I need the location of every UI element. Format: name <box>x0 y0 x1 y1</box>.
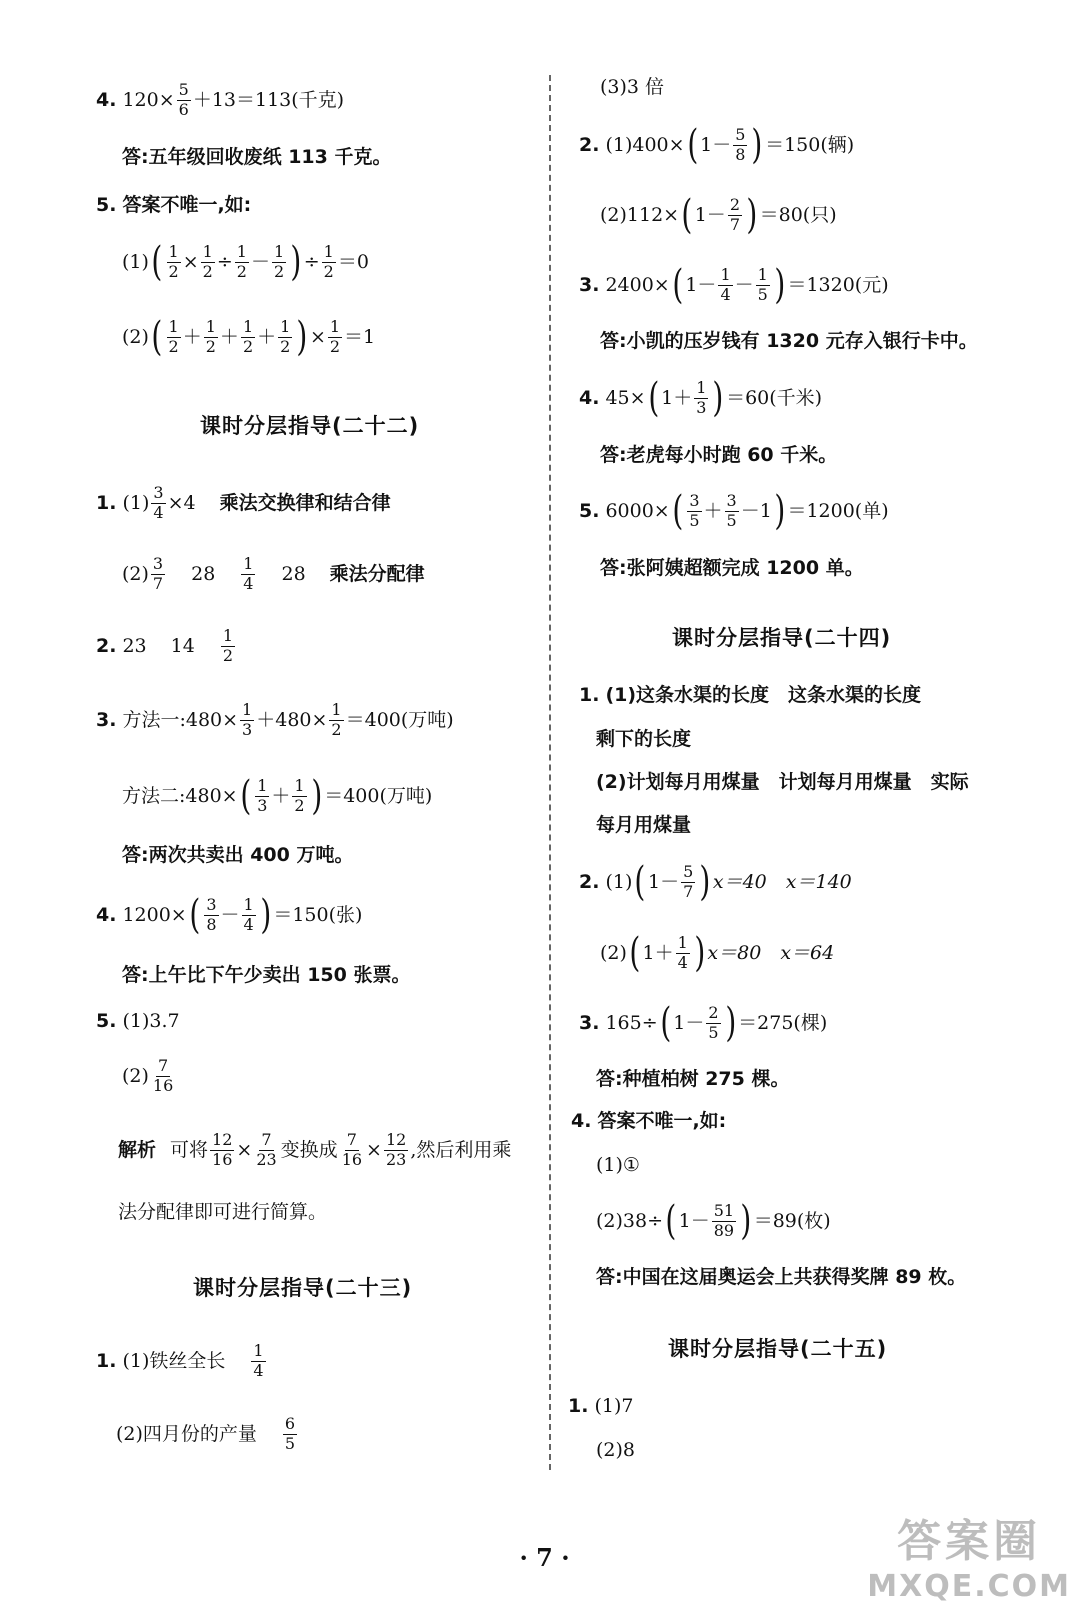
fraction <box>706 1002 720 1042</box>
s24-q3 <box>579 1000 828 1046</box>
fraction <box>240 702 254 739</box>
denominator: 6 <box>178 99 189 119</box>
denominator: 2 <box>294 795 305 815</box>
denominator: 16 <box>212 1149 233 1169</box>
answer-line: 答:小凯的压岁钱有 1320 元存入银行卡中。 <box>600 330 978 352</box>
left-paren: ( <box>239 773 251 819</box>
text: ＝150(辆) <box>765 133 855 156</box>
text: 乘法交换律和结合律 <box>219 491 391 514</box>
s22-q1-1 <box>96 485 391 522</box>
question-number: 3. <box>579 273 600 296</box>
section-heading: 课时分层指导(二十三) <box>193 1276 413 1300</box>
section-heading: 课时分层指导(二十五) <box>668 1337 888 1361</box>
question-number: 5. <box>579 499 600 522</box>
numerator: 5 <box>178 80 189 99</box>
text: 1＋ <box>661 386 693 409</box>
text: (1)这条水渠的长度 这条水渠的长度 <box>605 684 922 706</box>
fraction <box>254 1132 278 1169</box>
numerator: 1 <box>696 377 707 397</box>
s24-q2-2 <box>600 930 835 976</box>
denominator: 7 <box>729 214 740 234</box>
answer-line: 答:五年级回收废纸 113 千克。 <box>122 146 392 168</box>
right-paren: ) <box>724 1000 736 1046</box>
watermark-text: 答案圈 <box>897 1516 1042 1567</box>
text: (2)38÷ <box>596 1209 664 1232</box>
question-number: 3. <box>96 708 117 731</box>
denominator: 16 <box>341 1149 363 1169</box>
answer-line: 答:老虎每小时跑 60 千米。 <box>600 444 838 466</box>
left-paren: ( <box>672 262 684 308</box>
fraction <box>177 82 191 119</box>
question-number: 5. <box>96 194 117 216</box>
text: 2400× <box>605 273 670 296</box>
denominator: 4 <box>243 573 254 593</box>
s24-q2-1 <box>579 859 852 905</box>
text: ＋13＝113(千克) <box>192 88 345 111</box>
section-heading: 课时分层指导(二十四) <box>672 626 892 650</box>
s22-q2 <box>96 628 237 665</box>
r-q5 <box>579 488 889 534</box>
denominator: 2 <box>273 261 285 281</box>
text: ＝275(棵) <box>738 1011 828 1034</box>
text: (2) <box>600 941 627 964</box>
s22-q3-method2 <box>122 773 433 819</box>
fraction <box>384 1132 408 1169</box>
fraction <box>283 1416 297 1453</box>
right-paren: ) <box>746 192 758 238</box>
q5-2-equation <box>122 314 376 360</box>
right-paren: ) <box>751 122 763 168</box>
numerator: 1 <box>257 775 268 795</box>
text: (1)7 <box>594 1395 634 1417</box>
numerator: 12 <box>212 1130 233 1149</box>
numerator: 2 <box>708 1002 719 1022</box>
question-number: 4. <box>96 903 117 926</box>
denominator: 5 <box>284 1433 296 1453</box>
text: 方法一:480× <box>122 708 239 731</box>
denominator: 3 <box>242 719 253 739</box>
s22-q5-1 <box>96 1012 180 1031</box>
text: ,然后利用乘 <box>410 1138 512 1161</box>
fraction <box>292 775 306 815</box>
text: 28 <box>281 562 306 585</box>
operator: ÷ <box>216 250 233 273</box>
left-paren: ( <box>686 122 698 168</box>
right-paren: ) <box>740 1198 752 1244</box>
numerator: 3 <box>726 490 737 510</box>
text: ＝0 <box>337 250 369 273</box>
question-number: 4. <box>571 1110 592 1132</box>
text-line: 剩下的长度 <box>596 728 692 750</box>
text: (2)四月份的产量 <box>116 1422 257 1445</box>
denominator: 8 <box>735 144 746 164</box>
numerator: 51 <box>713 1200 735 1220</box>
text: 1－ <box>673 1011 705 1034</box>
s22-q4 <box>96 892 363 938</box>
numerator: 7 <box>346 1130 357 1149</box>
text: ＝1320(元) <box>787 273 889 296</box>
text: 方法二:480× <box>122 784 238 807</box>
s24-q1-1 <box>579 686 921 705</box>
q5-1-equation <box>122 239 369 285</box>
text: 1－ <box>700 133 732 156</box>
fraction <box>725 490 739 530</box>
s23-q1-2 <box>116 1416 299 1453</box>
text: ＝400(万吨) <box>345 708 454 731</box>
denominator: 2 <box>236 261 247 281</box>
denominator: 2 <box>168 336 179 356</box>
watermark-url: MXQE.COM <box>867 1569 1071 1604</box>
fraction <box>676 932 690 972</box>
left-paren: ( <box>681 192 693 238</box>
fraction <box>718 264 732 304</box>
denominator: 16 <box>152 1075 174 1095</box>
operator: － <box>220 903 240 926</box>
text: ＝89(枚) <box>753 1209 831 1232</box>
section-heading: 课时分层指导(二十二) <box>200 414 420 438</box>
question-number: 1. <box>96 1349 117 1372</box>
fraction <box>167 241 181 281</box>
q5-intro <box>96 196 251 215</box>
numerator: 1 <box>168 316 179 336</box>
question-number: 1. <box>568 1395 589 1417</box>
fraction <box>167 316 181 356</box>
fraction <box>278 316 292 356</box>
right-paren: ) <box>260 892 272 938</box>
question-number: 1. <box>96 491 117 514</box>
denominator: 5 <box>708 1022 719 1042</box>
numerator: 1 <box>757 264 768 284</box>
text: ＋480× <box>256 708 328 731</box>
r-q4 <box>579 375 823 421</box>
text: 答案不唯一,如: <box>597 1110 727 1132</box>
operator: － <box>250 250 270 273</box>
fraction <box>733 124 747 164</box>
numerator: 1 <box>253 1341 264 1360</box>
denominator: 23 <box>385 1149 407 1169</box>
text: ＝1 <box>344 325 376 348</box>
text: 1＋ <box>642 941 674 964</box>
fraction <box>210 1132 234 1169</box>
operator: － <box>734 273 754 296</box>
denominator: 5 <box>726 510 737 530</box>
text: (1)铁丝全长 <box>122 1349 226 1372</box>
question-number: 1. <box>579 684 600 706</box>
numerator: 3 <box>152 554 164 573</box>
text: ＝80(只) <box>759 203 837 226</box>
s25-q1-1 <box>568 1397 633 1416</box>
right-paren: ) <box>774 262 786 308</box>
denominator: 4 <box>677 952 688 972</box>
text: 可将 <box>170 1138 209 1161</box>
text: 120× <box>122 88 175 111</box>
left-paren: ( <box>151 239 163 285</box>
right-paren: ) <box>774 488 786 534</box>
text: 答案不唯一,如: <box>122 194 252 216</box>
question-number: 3. <box>579 1011 600 1034</box>
fraction <box>242 894 256 934</box>
operator: × <box>309 325 326 348</box>
question-number: 4. <box>96 88 117 111</box>
analysis-line-1 <box>118 1132 511 1169</box>
fraction <box>272 241 286 281</box>
text: (2) <box>122 562 149 585</box>
denominator: 2 <box>202 261 213 281</box>
operator: ＋ <box>219 325 239 348</box>
operator: ÷ <box>303 250 320 273</box>
operator: ＋ <box>703 499 723 522</box>
text: ＝150(张) <box>273 903 363 926</box>
numerator: 7 <box>261 1130 272 1149</box>
text: (2)112× <box>600 203 680 226</box>
text: (1) <box>605 870 633 893</box>
numerator: 1 <box>323 241 334 261</box>
numerator: 7 <box>158 1056 169 1075</box>
text: 165÷ <box>605 1011 658 1034</box>
text: 45× <box>605 386 646 409</box>
numerator: 1 <box>236 241 247 261</box>
fraction <box>221 628 235 665</box>
denominator: 2 <box>222 645 234 665</box>
r-q2-1 <box>579 122 855 168</box>
denominator: 2 <box>329 336 341 356</box>
numerator: 1 <box>242 316 254 336</box>
left-paren: ( <box>672 488 684 534</box>
question-number: 5. <box>96 1010 117 1032</box>
numerator: 1 <box>280 316 291 336</box>
s22-q1-2 <box>122 556 425 593</box>
left-paren: ( <box>659 1000 671 1046</box>
numerator: 1 <box>677 932 688 952</box>
left-paren: ( <box>189 892 201 938</box>
fraction <box>329 702 343 739</box>
fraction <box>322 241 336 281</box>
answer-line: 答:种植柏树 275 棵。 <box>596 1068 790 1090</box>
left-paren: ( <box>151 314 163 360</box>
text: ×4 <box>167 491 196 514</box>
text: 1－ <box>678 1209 710 1232</box>
fraction <box>681 861 695 901</box>
left-paren: ( <box>647 375 659 421</box>
text: 23 <box>122 634 147 657</box>
operator: ＋ <box>182 325 202 348</box>
denominator: 8 <box>206 914 217 934</box>
fraction <box>712 1200 736 1240</box>
text: (1) <box>122 491 150 514</box>
denominator: 3 <box>257 795 268 815</box>
numerator: 5 <box>683 861 694 881</box>
text: x＝80 x＝64 <box>707 941 835 964</box>
text-line: 每月用煤量 <box>596 814 692 836</box>
denominator: 5 <box>689 510 700 530</box>
operator: ＋ <box>271 784 291 807</box>
text: 1－ <box>647 870 680 893</box>
right-paren: ) <box>310 773 322 819</box>
s22-q5-2 <box>122 1058 177 1095</box>
operator: × <box>182 250 199 273</box>
left-paren: ( <box>634 859 646 905</box>
denominator: 5 <box>757 284 768 304</box>
denominator: 4 <box>243 914 254 934</box>
s23-q1-1 <box>96 1343 268 1380</box>
fraction <box>151 1058 175 1095</box>
text: 6000× <box>605 499 670 522</box>
denominator: 3 <box>696 397 707 417</box>
fraction <box>204 894 218 934</box>
text: 1－ <box>694 203 726 226</box>
text: (1)400× <box>605 133 685 156</box>
text-line: (2)计划每月用煤量 计划每月用煤量 实际 <box>596 771 969 793</box>
right-paren: ) <box>712 375 724 421</box>
analysis-label: 解析 <box>118 1138 157 1161</box>
numerator: 3 <box>206 894 217 914</box>
question-number: 2. <box>579 870 600 893</box>
text: －1 <box>740 499 772 522</box>
text: ＝60(千米) <box>726 386 823 409</box>
fraction <box>204 316 218 356</box>
numerator: 1 <box>202 241 213 261</box>
denominator: 2 <box>323 261 334 281</box>
operator: ＋ <box>257 325 277 348</box>
text: (1) <box>122 250 149 273</box>
text-line: (3)3 倍 <box>600 76 665 98</box>
fraction <box>251 1343 265 1380</box>
r-q3 <box>579 262 889 308</box>
denominator: 2 <box>168 261 179 281</box>
numerator: 6 <box>284 1414 296 1433</box>
numerator: 1 <box>168 241 179 261</box>
denominator: 7 <box>683 881 694 901</box>
denominator: 4 <box>253 1360 264 1380</box>
right-paren: ) <box>694 930 706 976</box>
text: 乘法分配律 <box>329 562 425 585</box>
text: ＝400(万吨) <box>324 784 433 807</box>
fraction <box>241 316 255 356</box>
right-paren: ) <box>296 314 308 360</box>
denominator: 2 <box>280 336 291 356</box>
question-number: 4. <box>579 386 600 409</box>
left-paren: ( <box>629 930 641 976</box>
numerator: 5 <box>735 124 746 144</box>
fraction <box>255 775 269 815</box>
text: (2) <box>122 1064 149 1087</box>
text: x＝40 x＝140 <box>712 870 852 893</box>
numerator: 2 <box>729 194 740 214</box>
text: ＝1200(单) <box>787 499 889 522</box>
fraction <box>151 556 165 593</box>
denominator: 89 <box>713 1220 735 1240</box>
denominator: 4 <box>153 502 164 522</box>
s24-q4-intro <box>571 1112 726 1131</box>
fraction <box>728 194 742 234</box>
text: (2) <box>122 325 149 348</box>
right-paren: ) <box>290 239 302 285</box>
answer-line: 答:上午比下午少卖出 150 张票。 <box>122 964 411 986</box>
fraction <box>241 556 255 593</box>
fraction <box>340 1132 364 1169</box>
denominator: 23 <box>256 1149 277 1169</box>
right-paren: ) <box>699 859 711 905</box>
numerator: 1 <box>720 264 731 284</box>
text: 1－ <box>685 273 717 296</box>
left-paren: ( <box>665 1198 677 1244</box>
q4-equation <box>96 82 344 119</box>
question-number: 2. <box>96 634 117 657</box>
numerator: 1 <box>329 316 341 336</box>
text: 14 <box>170 634 195 657</box>
denominator: 2 <box>242 336 254 356</box>
numerator: 3 <box>153 483 164 502</box>
analysis-line-2: 法分配律即可进行简算。 <box>118 1201 328 1223</box>
numerator: 1 <box>243 554 254 573</box>
answer-line: 答:中国在这届奥运会上共获得奖牌 89 枚。 <box>596 1266 967 1288</box>
text-line: (1)① <box>596 1154 640 1176</box>
fraction <box>694 377 708 417</box>
numerator: 1 <box>331 700 342 719</box>
watermark <box>867 1505 1071 1604</box>
text: 28 <box>191 562 216 585</box>
page-number: · 7 · <box>519 1543 570 1572</box>
text: (1)3.7 <box>122 1010 180 1032</box>
text-line: (2)8 <box>596 1439 636 1461</box>
fraction <box>201 241 215 281</box>
denominator: 7 <box>152 573 164 593</box>
fraction <box>235 241 249 281</box>
question-number: 2. <box>579 133 600 156</box>
numerator: 3 <box>689 490 700 510</box>
numerator: 1 <box>294 775 305 795</box>
answer-line: 答:张阿姨超额完成 1200 单。 <box>600 557 864 579</box>
numerator: 1 <box>222 626 234 645</box>
numerator: 1 <box>273 241 285 261</box>
s22-q3-method1 <box>96 702 454 739</box>
text: 变换成 <box>280 1138 338 1161</box>
fraction <box>328 316 342 356</box>
denominator: 2 <box>205 336 216 356</box>
numerator: 1 <box>205 316 216 336</box>
answer-line: 答:两次共卖出 400 万吨。 <box>122 844 354 866</box>
numerator: 1 <box>243 894 254 914</box>
denominator: 2 <box>331 719 342 739</box>
r-q2-2 <box>600 192 837 238</box>
fraction <box>151 485 165 522</box>
operator: × <box>366 1138 382 1161</box>
numerator: 1 <box>242 700 253 719</box>
text: 1200× <box>122 903 187 926</box>
fraction <box>756 264 770 304</box>
numerator: 12 <box>385 1130 407 1149</box>
operator: × <box>236 1138 253 1161</box>
denominator: 4 <box>720 284 731 304</box>
fraction <box>687 490 701 530</box>
column-divider <box>549 75 551 1470</box>
s24-q4-2 <box>596 1198 831 1244</box>
